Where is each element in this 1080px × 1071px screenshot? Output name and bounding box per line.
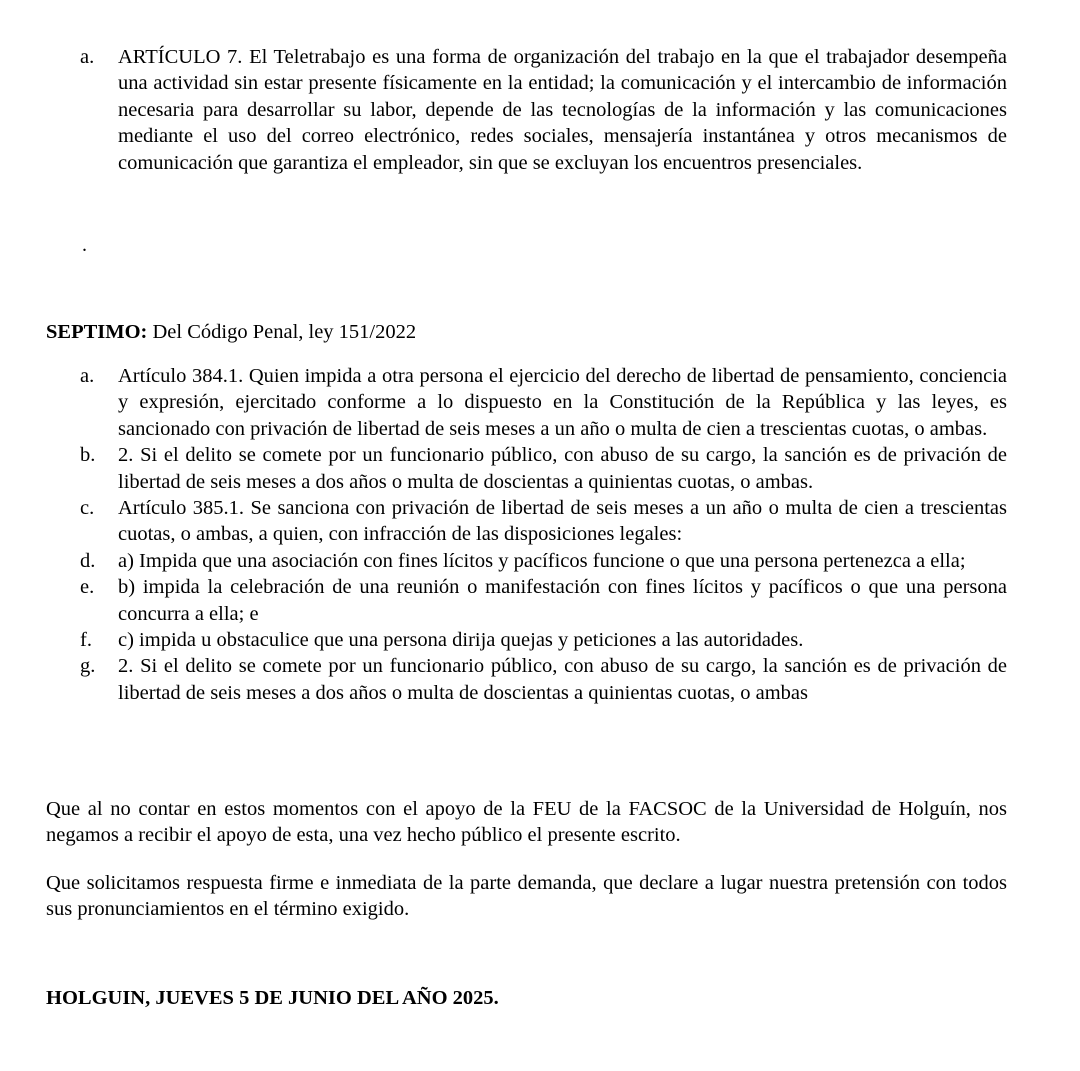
septimo-text: Del Código Penal, ley 151/2022: [147, 321, 417, 343]
list-marker: a.: [80, 365, 95, 387]
list-item-text: Artículo 385.1. Se sanciona con privación de libertad de seis meses a un año o multa de cien a trescientas cuotas, o ambas, a quien, con infracción de las disposiciones legales:: [118, 497, 1007, 546]
penal-code-list: [80, 363, 1007, 706]
list-item: [80, 363, 1007, 442]
list-marker: e.: [80, 576, 95, 599]
list-item-text: b) impida la celebración de una reunión o manifestación con fines lícitos y pacíficos o que una persona concurra a ella; e: [118, 576, 1007, 625]
list-marker: g.: [80, 655, 96, 678]
list-item: [80, 548, 1007, 574]
list-item: [80, 44, 1007, 176]
closing-date-line: HOLGUIN, JUEVES 5 DE JUNIO DEL AÑO 2025.: [46, 987, 499, 1009]
list-marker: d.: [80, 549, 96, 572]
list-marker: b.: [80, 444, 96, 467]
list-item-text: a) Impida que una asociación con fines lícitos y pacíficos funcione o que una persona pertenezca a ella;: [118, 549, 966, 572]
list-item-text: ARTÍCULO 7. El Teletrabajo es una forma de organización del trabajo en la que el trabajador desempeña una actividad sin estar presente físicamente en la entidad; la comunicación y el intercambio de información necesaria para desarrollar su labor, depende de las tecnologías de la información y las comunicaciones mediante el uso del correo electrónico, redes sociales, mensajería instantánea y otros mecanismos de comunicación que garantiza el empleador, sin que se excluyan los encuentros presenciales.: [118, 46, 1007, 174]
list-item: [80, 574, 1007, 627]
paragraph-feu: Que al no contar en estos momentos con el apoyo de la FEU de la FACSOC de la Universidad de Holguín, nos negamos a recibir el apoyo de esta, una vez hecho público el presente escrito.: [46, 798, 1007, 847]
septimo-heading: [46, 319, 1007, 345]
list-marker: a.: [80, 46, 95, 68]
list-item: [80, 442, 1007, 495]
list-item: [80, 627, 1007, 653]
article-list: [80, 44, 1007, 176]
paragraph-request: Que solicitamos respuesta firme e inmediata de la parte demanda, que declare a lugar nuestra pretensión con todos sus pronunciamientos en el término exigido.: [46, 872, 1007, 921]
stray-mark: .: [82, 234, 87, 256]
list-marker: c.: [80, 497, 95, 520]
list-item-text: 2. Si el delito se comete por un funcionario público, con abuso de su cargo, la sanción es de privación de libertad de seis meses a dos años o multa de doscientas a quinientas cuotas, o ambas: [118, 655, 1007, 704]
list-item-text: 2. Si el delito se comete por un funcionario público, con abuso de su cargo, la sanción es de privación de libertad de seis meses a dos años o multa de doscientas a quinientas cuotas, o ambas.: [118, 444, 1007, 493]
list-item: [80, 495, 1007, 548]
list-item-text: c) impida u obstaculice que una persona dirija quejas y peticiones a las autoridades.: [118, 629, 804, 652]
list-item: [80, 653, 1007, 706]
septimo-label: SEPTIMO:: [46, 321, 148, 343]
list-item-text: Artículo 384.1. Quien impida a otra persona el ejercicio del derecho de libertad de pensamiento, conciencia y expresión, ejercitado conforme a lo dispuesto en la Constitución de la República y las leyes, es sancionado con privación de libertad de seis meses a un año o multa de cien a trescientas cuotas, o ambas.: [118, 365, 1007, 440]
list-marker: f.: [80, 629, 92, 652]
